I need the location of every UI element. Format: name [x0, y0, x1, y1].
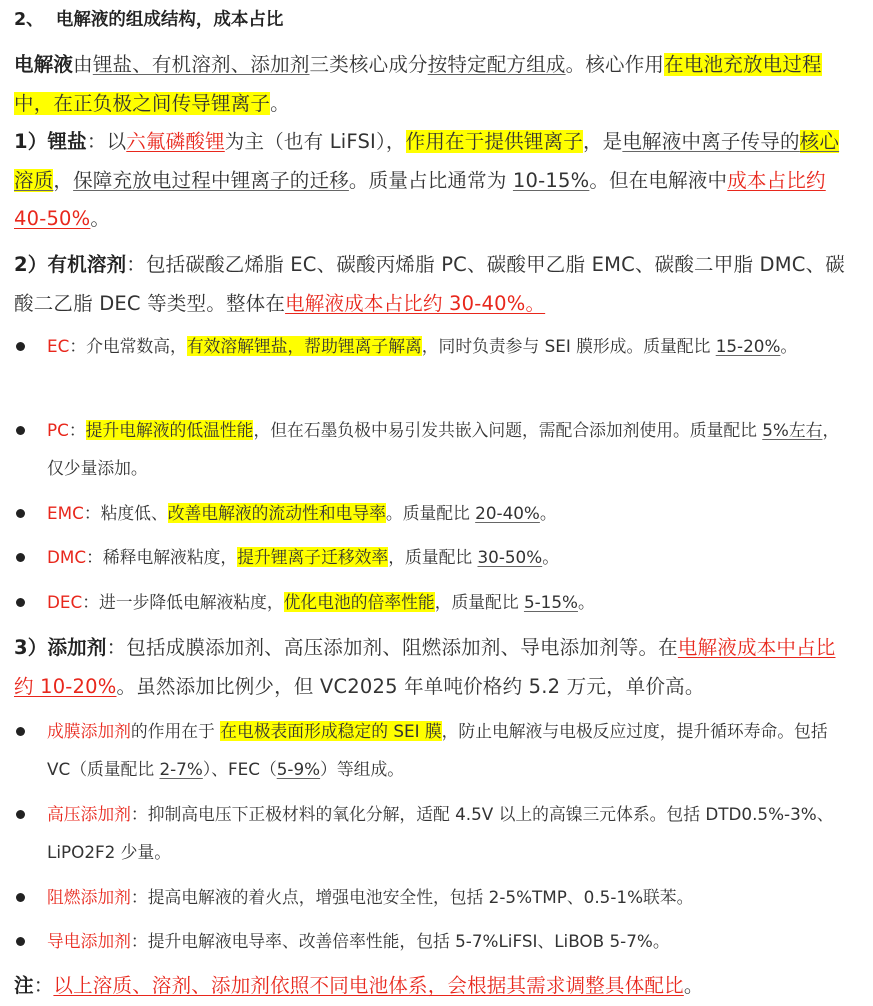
text: ：粘度低、	[83, 503, 168, 523]
highlighted-text: 在电池充放电过程中，在正负极之间传导锂离子	[14, 53, 822, 115]
bullet-dot	[16, 509, 25, 518]
text: ，是	[582, 130, 623, 153]
item-name: 高压添加剂	[47, 804, 131, 824]
text: 。但在电解液中	[589, 168, 728, 192]
ratio-value: 5-15%	[523, 592, 578, 612]
text: 。	[542, 547, 559, 567]
text: 由	[73, 53, 93, 76]
text: ，防止电解液与电极反应过度，提升循环寿命。包括 VC（质量配比	[47, 721, 828, 779]
highlighted-text: 提升电解液的低温性能	[85, 420, 254, 440]
list-item-emc	[14, 495, 850, 533]
list-item-pc	[14, 412, 850, 487]
text: ）等组成。	[320, 758, 405, 779]
text: 。	[90, 207, 111, 230]
text: ：	[33, 974, 54, 997]
text: ：包括成膜添加剂、高压添加剂、阻燃添加剂、导电添加剂等。在	[106, 636, 678, 659]
highlighted-text: 优化电池的倍率性能	[283, 592, 435, 612]
text: ，仅少量添加。	[47, 420, 840, 478]
text: ：介电常数高，	[69, 336, 187, 356]
text: 。	[539, 503, 557, 523]
bullet-dot	[16, 598, 25, 607]
underlined-text: 电解液中离子传导的	[622, 130, 800, 153]
text: ：进一步降低电解液粘度，	[82, 592, 284, 612]
ratio-value: 10-15%	[512, 168, 590, 192]
item-name: 阻燃添加剂	[47, 887, 131, 907]
red-underlined-text: 六氟磷酸锂	[126, 130, 225, 153]
list-item-conductive-additive	[14, 923, 850, 961]
text: 三类核心成分	[309, 53, 428, 76]
item-name: PC	[47, 420, 69, 440]
ratio-value: 5%左右	[762, 420, 823, 440]
heading-title: 电解液的组成结构，成本占比	[55, 10, 284, 30]
list-item-dmc	[14, 539, 850, 577]
bullet-dot	[16, 893, 25, 902]
note-label: 注	[14, 974, 34, 997]
text: ：提升电解液电导率、改善倍率性能，包括 5-7%LiFSI、LiBOB 5-7%。	[130, 931, 670, 951]
text: 。	[270, 91, 290, 115]
ratio-value: 15-20%	[715, 336, 781, 356]
list-item-high-voltage-additive	[14, 796, 850, 871]
text: ，质量配比	[388, 547, 478, 567]
text: 。质量配比	[385, 503, 476, 523]
red-underlined-text: 以上溶质、溶剂、添加剂依照不同电池体系，会根据其需求调整具体配比	[53, 974, 684, 997]
bullet-dot	[16, 937, 25, 946]
underlined-text: 按特定配方组成	[427, 53, 566, 76]
underlined-text: 保障充放电过程中锂离子的迁移	[73, 168, 349, 192]
text: 为主（也有 LiFSI），	[224, 130, 406, 153]
red-underlined-text: 电解液成本中占比约 10-20%	[14, 636, 836, 698]
underlined-text: 锂盐、有机溶剂、添加剂	[92, 53, 310, 76]
additive-paragraph	[14, 629, 850, 706]
subheading-solvent: 2）有机溶剂	[14, 253, 127, 276]
lithium-salt-paragraph	[14, 123, 850, 239]
highlighted-text: 作用在于提供锂离子	[405, 130, 583, 153]
text: ：抑制高电压下正极材料的氧化分解，适配 4.5V 以上的高镍三元体系。包括 DTD0.5%-3%、LiPO2F2 少量。	[47, 804, 834, 862]
item-name: 成膜添加剂	[47, 721, 131, 741]
section-heading	[14, 6, 283, 31]
item-name: EC	[47, 336, 70, 356]
highlighted-text: 有效溶解锂盐，帮助锂离子解离	[186, 336, 422, 356]
text: 。虽然添加比例少，但 VC2025 年单吨价格约 5.2 万元，单价高。	[116, 674, 705, 698]
text: ，	[53, 168, 74, 192]
heading-number: 2、	[14, 10, 44, 30]
item-name: DEC	[47, 592, 83, 612]
ratio-value: 2-7%	[159, 758, 203, 779]
note-paragraph	[14, 967, 850, 1006]
subheading-lithium-salt: 1）锂盐	[14, 130, 87, 153]
item-name: EMC	[47, 503, 84, 523]
bullet-dot	[16, 426, 25, 435]
text: ：稀释电解液粘度，	[86, 547, 238, 567]
highlighted-text: 在电极表面形成稳定的 SEI 膜	[220, 721, 442, 741]
text: ：提高电解液的着火点，增强电池安全性，包括 2-5%TMP、0.5-1%联苯。	[130, 887, 694, 907]
bullet-dot	[16, 342, 25, 351]
text: ：	[68, 420, 86, 440]
item-name: 导电添加剂	[47, 931, 131, 951]
list-item-ec	[14, 328, 850, 366]
solvent-paragraph	[14, 246, 850, 323]
bullet-dot	[16, 553, 25, 562]
list-item-flame-retardant-additive	[14, 879, 850, 917]
highlighted-text: 提升锂离子迁移效率	[237, 547, 389, 567]
list-item-film-additive	[14, 713, 850, 788]
text: 。质量占比通常为	[348, 168, 513, 192]
highlighted-text: 核心溶质	[14, 130, 840, 192]
text: 的作用在于	[130, 721, 221, 741]
text: 。核心作用	[565, 53, 665, 76]
text: ：以	[86, 130, 127, 153]
list-item-dec	[14, 584, 850, 622]
bullet-dot	[16, 727, 25, 736]
ratio-value: 20-40%	[475, 503, 540, 523]
red-underlined-text: 电解液成本占比约 30-40%。	[285, 291, 546, 315]
text: 。	[780, 336, 798, 356]
item-name: DMC	[47, 547, 87, 567]
text: ）、FEC（	[202, 758, 277, 779]
text: ，质量配比	[434, 592, 524, 612]
bullet-dot	[16, 810, 25, 819]
red-underlined-text: 成本占比约 40-50%	[14, 168, 826, 230]
subheading-additive: 3）添加剂	[14, 636, 107, 659]
ratio-value: 5-9%	[276, 758, 321, 779]
highlighted-text: 改善电解液的流动性和电导率	[167, 503, 386, 523]
ratio-value: 30-50%	[477, 547, 543, 567]
text: 。	[683, 974, 704, 997]
text: 。	[577, 592, 595, 612]
intro-paragraph	[14, 46, 850, 123]
text: ，同时负责参与 SEI 膜形成。质量配比	[421, 336, 716, 356]
term-electrolyte: 电解液	[14, 53, 74, 76]
text: ：包括碳酸乙烯脂 EC、碳酸丙烯脂 PC、碳酸甲乙脂 EMC、碳酸二甲脂 DMC、碳酸二乙脂 DEC 等类型。整体在	[14, 253, 846, 315]
text: ，但在石墨负极中易引发共嵌入问题，需配合添加剂使用。质量配比	[253, 420, 763, 440]
